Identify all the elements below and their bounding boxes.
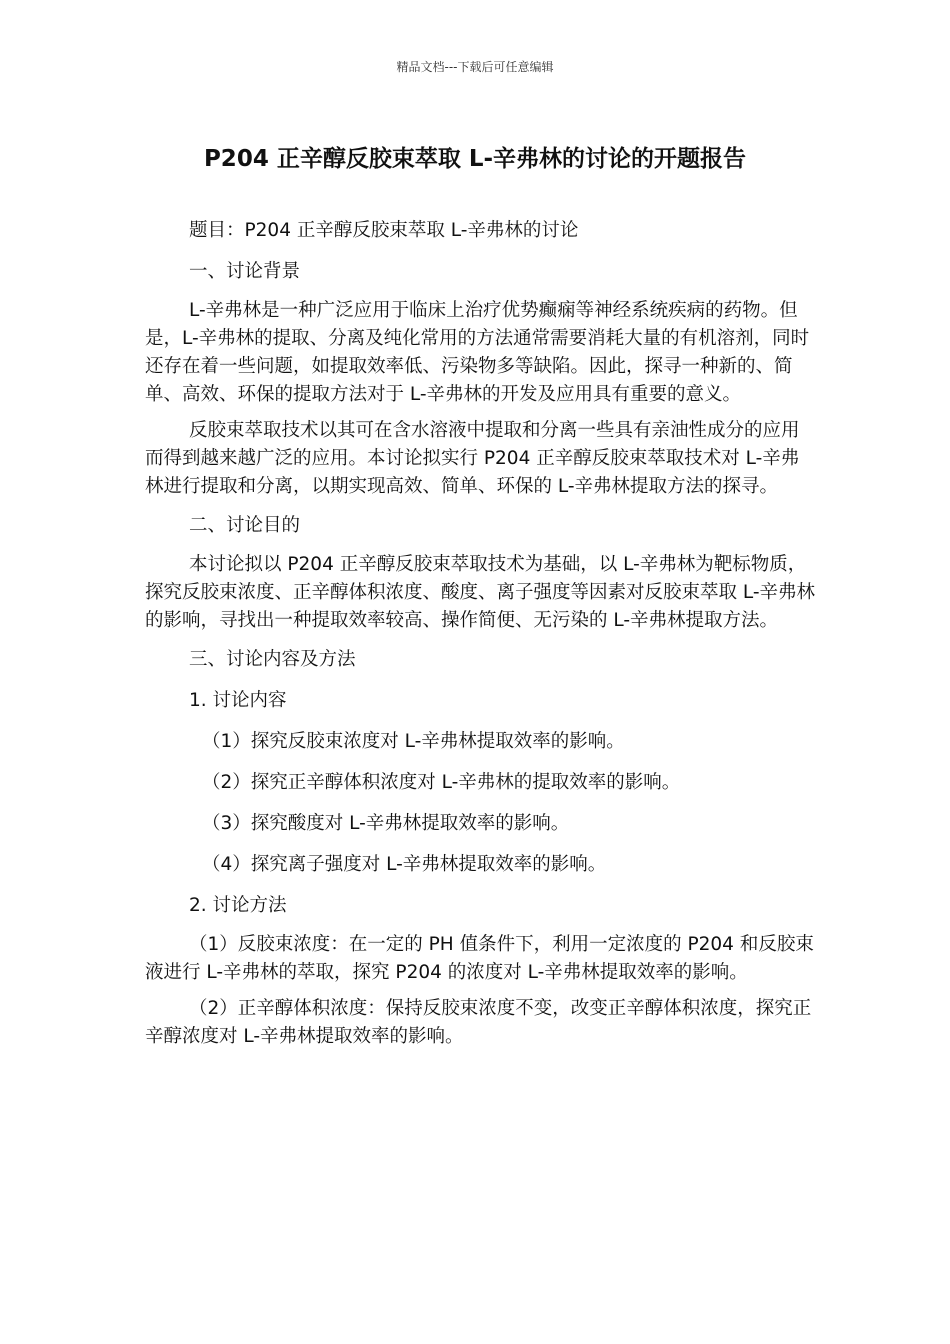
section-heading-background: 一、讨论背景 [189, 261, 301, 282]
purpose-paragraph: 本讨论拟以 P204 正辛醇反胶束萃取技术为基础，以 L-辛弗林为靶标物质，探究反胶束浓度、正辛醇体积浓度、酸度、离子强度等因素对反胶束萃取 L-辛弗林的影响，寻找出一种提取效率较高、操作简便、无污染的 L-辛弗林提取方法。 [145, 554, 816, 631]
content-item: （3）探究酸度对 L-辛弗林提取效率的影响。 [202, 813, 570, 834]
document-body [145, 214, 817, 1059]
method-paragraph-1: （1）反胶束浓度：在一定的 PH 值条件下，利用一定浓度的 P204 和反胶束液进行 L-辛弗林的萃取，探究 P204 的浓度对 L-辛弗林提取效率的影响。 [145, 934, 814, 983]
header-note: 精品文档---下载后可任意编辑 [396, 60, 554, 74]
content-item: （4）探究离子强度对 L-辛弗林提取效率的影响。 [202, 854, 607, 875]
background-paragraph-1: L-辛弗林是一种广泛应用于临床上治疗优势癫痫等神经系统疾病的药物。但是，L-辛弗林的提取、分离及纯化常用的方法通常需要消耗大量的有机溶剂，同时还存在着一些问题，如提取效率低、污染物多等缺陷。因此，探寻一种新的、简单、高效、环保的提取方法对于 L-辛弗林的开发及应用具有重要的意义。 [145, 300, 810, 405]
content-item: （1）探究反胶束浓度对 L-辛弗林提取效率的影响。 [202, 731, 625, 752]
method-paragraph-2: （2）正辛醇体积浓度：保持反胶束浓度不变，改变正辛醇体积浓度，探究正辛醇浓度对 L-辛弗林提取效率的影响。 [145, 998, 812, 1047]
document-title: P204 正辛醇反胶束萃取 L-辛弗林的讨论的开题报告 [203, 146, 747, 172]
section-heading-purpose: 二、讨论目的 [189, 515, 301, 536]
background-paragraph-2: 反胶束萃取技术以其可在含水溶液中提取和分离一些具有亲油性成分的应用而得到越来越广泛的应用。本讨论拟实行 P204 正辛醇反胶束萃取技术对 L-辛弗林进行提取和分离，以期实现高效、简单、环保的 L-辛弗林提取方法的探寻。 [145, 420, 800, 497]
section-heading-content-methods: 三、讨论内容及方法 [189, 649, 356, 670]
topic-line: 题目：P204 正辛醇反胶束萃取 L-辛弗林的讨论 [189, 220, 579, 241]
content-item: （2）探究正辛醇体积浓度对 L-辛弗林的提取效率的影响。 [202, 772, 681, 793]
subheading-methods: 2. 讨论方法 [189, 895, 287, 916]
subheading-content: 1. 讨论内容 [189, 690, 287, 711]
